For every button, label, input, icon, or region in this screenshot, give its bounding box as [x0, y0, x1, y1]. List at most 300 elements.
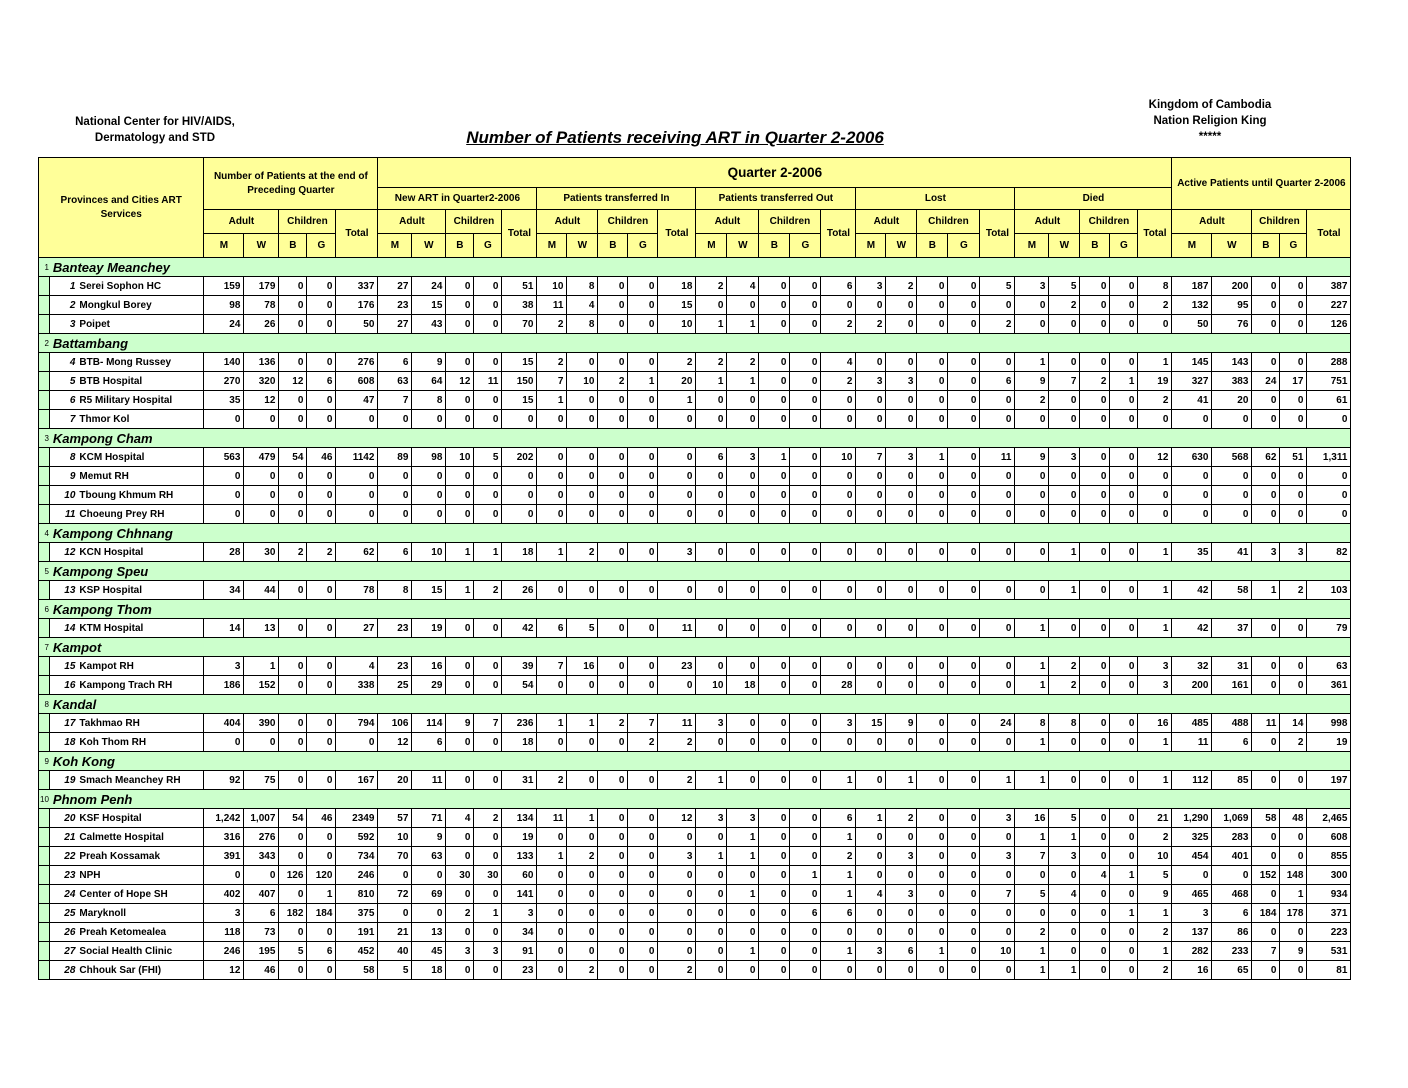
value-cell: 98: [412, 448, 446, 467]
value-cell: 0: [628, 809, 658, 828]
value-cell: 0: [628, 353, 658, 372]
value-cell: 46: [307, 448, 336, 467]
value-cell: 0: [727, 391, 759, 410]
value-cell: 0: [537, 923, 567, 942]
value-cell: 563: [204, 448, 244, 467]
facility-number: 15: [64, 660, 76, 672]
row-spacer: [39, 448, 50, 467]
value-cell: 4: [727, 277, 759, 296]
group-header: Patients transferred In: [537, 188, 696, 210]
province-number: 7: [39, 638, 50, 657]
value-cell: 0: [446, 676, 474, 695]
w-header: W: [1212, 234, 1252, 258]
value-cell: 0: [727, 296, 759, 315]
province-name: Kampong Chhnang: [50, 524, 1351, 543]
value-cell: 0: [244, 505, 279, 524]
value-cell: 12: [279, 372, 307, 391]
province-name: Kampong Cham: [50, 429, 1351, 448]
total-header: Total: [1138, 210, 1172, 258]
facility-number: 4: [69, 356, 76, 368]
value-cell: 0: [658, 467, 696, 486]
value-cell: 0: [856, 486, 886, 505]
value-cell: 0: [759, 391, 790, 410]
value-cell: 11: [1252, 714, 1280, 733]
value-cell: 3: [980, 847, 1015, 866]
value-cell: 0: [917, 771, 948, 790]
value-cell: 0: [628, 277, 658, 296]
row-spacer: [39, 619, 50, 638]
value-cell: 1: [727, 942, 759, 961]
value-cell: 0: [821, 733, 856, 752]
province-number: 4: [39, 524, 50, 543]
value-cell: 2: [696, 277, 727, 296]
value-cell: 0: [307, 828, 336, 847]
value-cell: 0: [1252, 828, 1280, 847]
value-cell: 0: [886, 866, 917, 885]
value-cell: 0: [790, 619, 821, 638]
adult-header: Adult: [696, 210, 759, 234]
value-cell: 0: [948, 904, 980, 923]
value-cell: 0: [980, 619, 1015, 638]
value-cell: 0: [279, 277, 307, 296]
value-cell: 1: [537, 391, 567, 410]
value-cell: 0: [1307, 410, 1351, 429]
value-cell: 0: [790, 809, 821, 828]
value-cell: 452: [336, 942, 378, 961]
value-cell: 0: [658, 885, 696, 904]
value-cell: 4: [1080, 866, 1110, 885]
value-cell: 0: [1307, 486, 1351, 505]
value-cell: 16: [567, 657, 598, 676]
value-cell: 1: [1049, 543, 1080, 562]
value-cell: 26: [502, 581, 537, 600]
value-cell: 1: [1015, 771, 1049, 790]
value-cell: 7: [980, 885, 1015, 904]
value-cell: 0: [502, 486, 537, 505]
value-cell: 276: [336, 353, 378, 372]
value-cell: 0: [446, 353, 474, 372]
organization-header: [40, 114, 270, 146]
value-cell: 402: [204, 885, 244, 904]
value-cell: 0: [204, 866, 244, 885]
value-cell: 0: [727, 904, 759, 923]
value-cell: 630: [1172, 448, 1212, 467]
value-cell: 0: [1080, 961, 1110, 980]
value-cell: 0: [821, 486, 856, 505]
value-cell: 3: [821, 714, 856, 733]
value-cell: 0: [948, 923, 980, 942]
value-cell: 0: [474, 961, 502, 980]
row-spacer: [39, 410, 50, 429]
value-cell: 0: [1080, 657, 1110, 676]
value-cell: 0: [1015, 486, 1049, 505]
value-cell: 58: [1212, 581, 1252, 600]
value-cell: 233: [1212, 942, 1252, 961]
g-header: G: [790, 234, 821, 258]
value-cell: 0: [759, 809, 790, 828]
value-cell: 3: [886, 372, 917, 391]
value-cell: 0: [790, 657, 821, 676]
m-header: M: [204, 234, 244, 258]
value-cell: 0: [1212, 866, 1252, 885]
value-cell: 2: [446, 904, 474, 923]
value-cell: 0: [279, 733, 307, 752]
value-cell: 0: [790, 315, 821, 334]
value-cell: 0: [1280, 771, 1307, 790]
value-cell: 0: [856, 676, 886, 695]
value-cell: 0: [1212, 410, 1252, 429]
children-header: Children: [759, 210, 821, 234]
b-header: B: [446, 234, 474, 258]
value-cell: 200: [1172, 676, 1212, 695]
facility-name-cell: [50, 315, 204, 334]
value-cell: 0: [244, 866, 279, 885]
value-cell: 0: [307, 961, 336, 980]
value-cell: 89: [378, 448, 412, 467]
table-row: [39, 676, 1351, 695]
value-cell: 0: [886, 543, 917, 562]
value-cell: 0: [1110, 543, 1138, 562]
value-cell: 390: [244, 714, 279, 733]
facility-name-cell: [50, 410, 204, 429]
value-cell: 24: [412, 277, 446, 296]
facility-name-cell: [50, 847, 204, 866]
value-cell: 0: [307, 296, 336, 315]
value-cell: 4: [1049, 885, 1080, 904]
value-cell: 0: [790, 467, 821, 486]
facility-name-cell: [50, 923, 204, 942]
value-cell: 2: [1049, 296, 1080, 315]
value-cell: 28: [821, 676, 856, 695]
value-cell: 1: [759, 448, 790, 467]
value-cell: 54: [279, 448, 307, 467]
value-cell: 0: [307, 391, 336, 410]
value-cell: 0: [537, 961, 567, 980]
value-cell: 6: [696, 448, 727, 467]
value-cell: 86: [1212, 923, 1252, 942]
value-cell: 8: [567, 277, 598, 296]
value-cell: 998: [1307, 714, 1351, 733]
value-cell: 0: [917, 657, 948, 676]
value-cell: 0: [628, 904, 658, 923]
value-cell: 0: [1110, 828, 1138, 847]
value-cell: 5: [474, 448, 502, 467]
value-cell: 0: [917, 923, 948, 942]
value-cell: 0: [336, 467, 378, 486]
facility-name-cell: [50, 486, 204, 505]
table-row: [39, 277, 1351, 296]
value-cell: 17: [1280, 372, 1307, 391]
value-cell: 30: [244, 543, 279, 562]
value-cell: 0: [1049, 733, 1080, 752]
value-cell: 0: [790, 885, 821, 904]
value-cell: 0: [727, 410, 759, 429]
value-cell: 0: [759, 277, 790, 296]
value-cell: 46: [307, 809, 336, 828]
value-cell: 0: [537, 676, 567, 695]
facility-number: 25: [64, 907, 76, 919]
value-cell: 0: [1080, 505, 1110, 524]
row-spacer: [39, 923, 50, 942]
table-row: [39, 866, 1351, 885]
facility-name-cell: [50, 866, 204, 885]
value-cell: 0: [1280, 467, 1307, 486]
table-row: [39, 771, 1351, 790]
facility-number: 9: [69, 470, 76, 482]
value-cell: 1: [1015, 942, 1049, 961]
value-cell: 0: [886, 410, 917, 429]
value-cell: 167: [336, 771, 378, 790]
value-cell: 0: [948, 372, 980, 391]
value-cell: 114: [412, 714, 446, 733]
value-cell: 2: [1138, 923, 1172, 942]
facility-number: 18: [64, 736, 76, 748]
value-cell: 64: [412, 372, 446, 391]
value-cell: 0: [948, 942, 980, 961]
value-cell: 337: [336, 277, 378, 296]
value-cell: 223: [1307, 923, 1351, 942]
value-cell: 2: [886, 809, 917, 828]
kingdom-line-1: Kingdom of Cambodia: [1148, 99, 1272, 111]
facility-name-cell: [50, 391, 204, 410]
province-row: [39, 695, 1351, 714]
value-cell: 276: [244, 828, 279, 847]
value-cell: 2: [1015, 923, 1049, 942]
w-header: W: [412, 234, 446, 258]
value-cell: 391: [204, 847, 244, 866]
value-cell: 8: [567, 315, 598, 334]
value-cell: 0: [856, 296, 886, 315]
value-cell: 16: [1172, 961, 1212, 980]
province-number: 8: [39, 695, 50, 714]
report-title: Number of Patients receiving ART in Quarter 2-2006: [466, 128, 884, 147]
value-cell: 300: [1307, 866, 1351, 885]
value-cell: 46: [244, 961, 279, 980]
value-cell: 0: [1049, 391, 1080, 410]
value-cell: 2: [1280, 733, 1307, 752]
value-cell: 0: [759, 467, 790, 486]
facility-name: KCN Hospital: [79, 546, 144, 558]
value-cell: 0: [790, 410, 821, 429]
value-cell: 0: [790, 733, 821, 752]
value-cell: 0: [446, 657, 474, 676]
value-cell: 106: [378, 714, 412, 733]
value-cell: 78: [336, 581, 378, 600]
value-cell: 0: [980, 486, 1015, 505]
value-cell: 51: [502, 277, 537, 296]
value-cell: 794: [336, 714, 378, 733]
value-cell: 2: [658, 353, 696, 372]
value-cell: 0: [446, 771, 474, 790]
value-cell: 78: [244, 296, 279, 315]
value-cell: 5: [567, 619, 598, 638]
value-cell: 0: [598, 847, 628, 866]
value-cell: 0: [1049, 771, 1080, 790]
facility-number: 19: [64, 774, 76, 786]
value-cell: 10: [980, 942, 1015, 961]
value-cell: 0: [598, 543, 628, 562]
province-row: [39, 524, 1351, 543]
value-cell: 0: [598, 771, 628, 790]
value-cell: 608: [336, 372, 378, 391]
value-cell: 0: [1110, 505, 1138, 524]
row-spacer: [39, 581, 50, 600]
value-cell: 0: [856, 961, 886, 980]
value-cell: 0: [856, 391, 886, 410]
value-cell: 1: [727, 885, 759, 904]
facility-number: 28: [64, 964, 76, 976]
value-cell: 1,069: [1212, 809, 1252, 828]
province-name: Koh Kong: [50, 752, 1351, 771]
value-cell: 0: [886, 467, 917, 486]
facility-name: Preah Ketomealea: [79, 926, 167, 938]
value-cell: 6: [790, 904, 821, 923]
value-cell: 3: [204, 657, 244, 676]
group-header: New ART in Quarter2-2006: [378, 188, 537, 210]
value-cell: 27: [336, 619, 378, 638]
value-cell: 12: [244, 391, 279, 410]
value-cell: 485: [1172, 714, 1212, 733]
value-cell: 10: [412, 543, 446, 562]
value-cell: 4: [567, 296, 598, 315]
value-cell: 0: [628, 315, 658, 334]
value-cell: 63: [378, 372, 412, 391]
value-cell: 10: [821, 448, 856, 467]
value-cell: 0: [1080, 828, 1110, 847]
value-cell: 375: [336, 904, 378, 923]
value-cell: 9: [446, 714, 474, 733]
value-cell: 0: [1280, 828, 1307, 847]
facility-name: Kampong Trach RH: [79, 679, 173, 691]
facility-number: 7: [69, 413, 76, 425]
value-cell: 0: [1280, 391, 1307, 410]
value-cell: 0: [628, 619, 658, 638]
w-header: W: [727, 234, 759, 258]
value-cell: 2,465: [1307, 809, 1351, 828]
value-cell: 3: [856, 277, 886, 296]
value-cell: 0: [1080, 885, 1110, 904]
value-cell: 7: [856, 448, 886, 467]
value-cell: 0: [1049, 923, 1080, 942]
value-cell: 0: [856, 505, 886, 524]
value-cell: 0: [628, 505, 658, 524]
value-cell: 0: [279, 714, 307, 733]
facility-number: 6: [69, 394, 76, 406]
value-cell: 0: [980, 505, 1015, 524]
value-cell: 0: [598, 353, 628, 372]
value-cell: 4: [336, 657, 378, 676]
value-cell: 0: [696, 923, 727, 942]
value-cell: 76: [1212, 315, 1252, 334]
value-cell: 72: [378, 885, 412, 904]
value-cell: 8: [412, 391, 446, 410]
value-cell: 0: [886, 486, 917, 505]
value-cell: 1: [658, 391, 696, 410]
facility-name-cell: [50, 657, 204, 676]
value-cell: 0: [502, 505, 537, 524]
value-cell: 140: [204, 353, 244, 372]
value-cell: 3: [204, 904, 244, 923]
value-cell: 0: [1280, 410, 1307, 429]
value-cell: 0: [980, 353, 1015, 372]
w-header: W: [244, 234, 279, 258]
value-cell: 0: [948, 733, 980, 752]
value-cell: 0: [378, 505, 412, 524]
value-cell: 401: [1212, 847, 1252, 866]
adult-header: Adult: [1172, 210, 1252, 234]
value-cell: 10: [446, 448, 474, 467]
value-cell: 0: [598, 942, 628, 961]
value-cell: 608: [1307, 828, 1351, 847]
value-cell: 10: [1138, 847, 1172, 866]
facility-name-cell: [50, 904, 204, 923]
table-row: [39, 581, 1351, 600]
value-cell: 0: [628, 866, 658, 885]
value-cell: 0: [412, 904, 446, 923]
value-cell: 2: [537, 771, 567, 790]
value-cell: 186: [204, 676, 244, 695]
province-name: Kampot: [50, 638, 1351, 657]
value-cell: 2: [1138, 828, 1172, 847]
value-cell: 69: [412, 885, 446, 904]
value-cell: 0: [759, 372, 790, 391]
value-cell: 0: [658, 676, 696, 695]
value-cell: 12: [1138, 448, 1172, 467]
value-cell: 0: [412, 410, 446, 429]
table-row: [39, 391, 1351, 410]
value-cell: 0: [1110, 942, 1138, 961]
value-cell: 1: [537, 847, 567, 866]
value-cell: 0: [446, 828, 474, 847]
table-row: [39, 657, 1351, 676]
value-cell: 0: [856, 771, 886, 790]
value-cell: 0: [917, 866, 948, 885]
value-cell: 6: [412, 733, 446, 752]
value-cell: 0: [696, 467, 727, 486]
value-cell: 0: [759, 771, 790, 790]
facility-name: Mongkul Borey: [79, 299, 152, 311]
value-cell: 54: [502, 676, 537, 695]
value-cell: 0: [948, 277, 980, 296]
value-cell: 0: [244, 733, 279, 752]
value-cell: 1,311: [1307, 448, 1351, 467]
value-cell: 0: [279, 828, 307, 847]
facility-name-cell: [50, 961, 204, 980]
value-cell: 43: [412, 315, 446, 334]
value-cell: 3: [658, 847, 696, 866]
value-cell: 61: [1307, 391, 1351, 410]
value-cell: 10: [378, 828, 412, 847]
value-cell: 0: [598, 809, 628, 828]
children-header: Children: [279, 210, 336, 234]
value-cell: 0: [537, 448, 567, 467]
value-cell: 0: [948, 828, 980, 847]
value-cell: 6: [821, 277, 856, 296]
value-cell: 27: [378, 315, 412, 334]
value-cell: 0: [1252, 315, 1280, 334]
value-cell: 2349: [336, 809, 378, 828]
value-cell: 1: [1015, 676, 1049, 695]
value-cell: 19: [502, 828, 537, 847]
value-cell: 0: [279, 315, 307, 334]
value-cell: 0: [886, 581, 917, 600]
value-cell: 0: [412, 866, 446, 885]
value-cell: 0: [948, 809, 980, 828]
value-cell: 0: [1080, 714, 1110, 733]
table-row: [39, 467, 1351, 486]
g-header: G: [307, 234, 336, 258]
value-cell: 178: [1280, 904, 1307, 923]
